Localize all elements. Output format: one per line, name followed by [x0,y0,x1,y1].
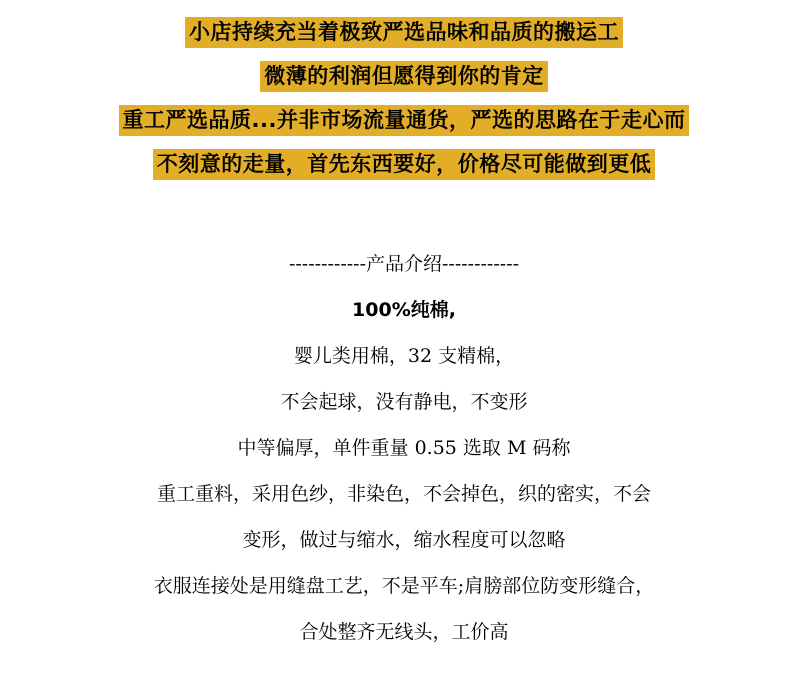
headline-text: 小店持续充当着极致严选品味和品质的搬运工 [185,17,623,48]
headline-text: 不刻意的走量，首先东西要好，价格尽可能做到更低 [153,149,656,180]
intro-line: 合处整齐无线头，工价高 [299,621,509,643]
headline-text: 微薄的利润但愿得到你的肯定 [260,61,548,92]
headline-text: 重工严选品质...并非市场流量通货，严选的思路在于走心而 [119,105,690,136]
intro-line: 不会起球，没有静电，不变形 [280,391,528,413]
headline-line [0,144,808,188]
intro-line: 变形，做过与缩水，缩水程度可以忽略 [242,529,566,551]
headline-line [0,100,808,144]
headline-line [0,12,808,56]
intro-line: 重工重料，采用色纱，非染色，不会掉色，织的密实，不会 [156,483,651,505]
headline-line [0,56,808,100]
intro-line: 婴儿类用棉，32 支精棉， [293,345,515,367]
intro-line: 100%纯棉, [352,299,456,321]
intro-line: 衣服连接处是用缝盘工艺，不是平车;肩膀部位防变形缝合， [153,575,655,597]
product-intro-title: ------------产品介绍------------ [288,253,520,275]
product-intro [0,241,808,655]
headline-block [0,12,808,188]
intro-line: 中等偏厚，单件重量 0.55 选取 M 码称 [237,437,571,459]
